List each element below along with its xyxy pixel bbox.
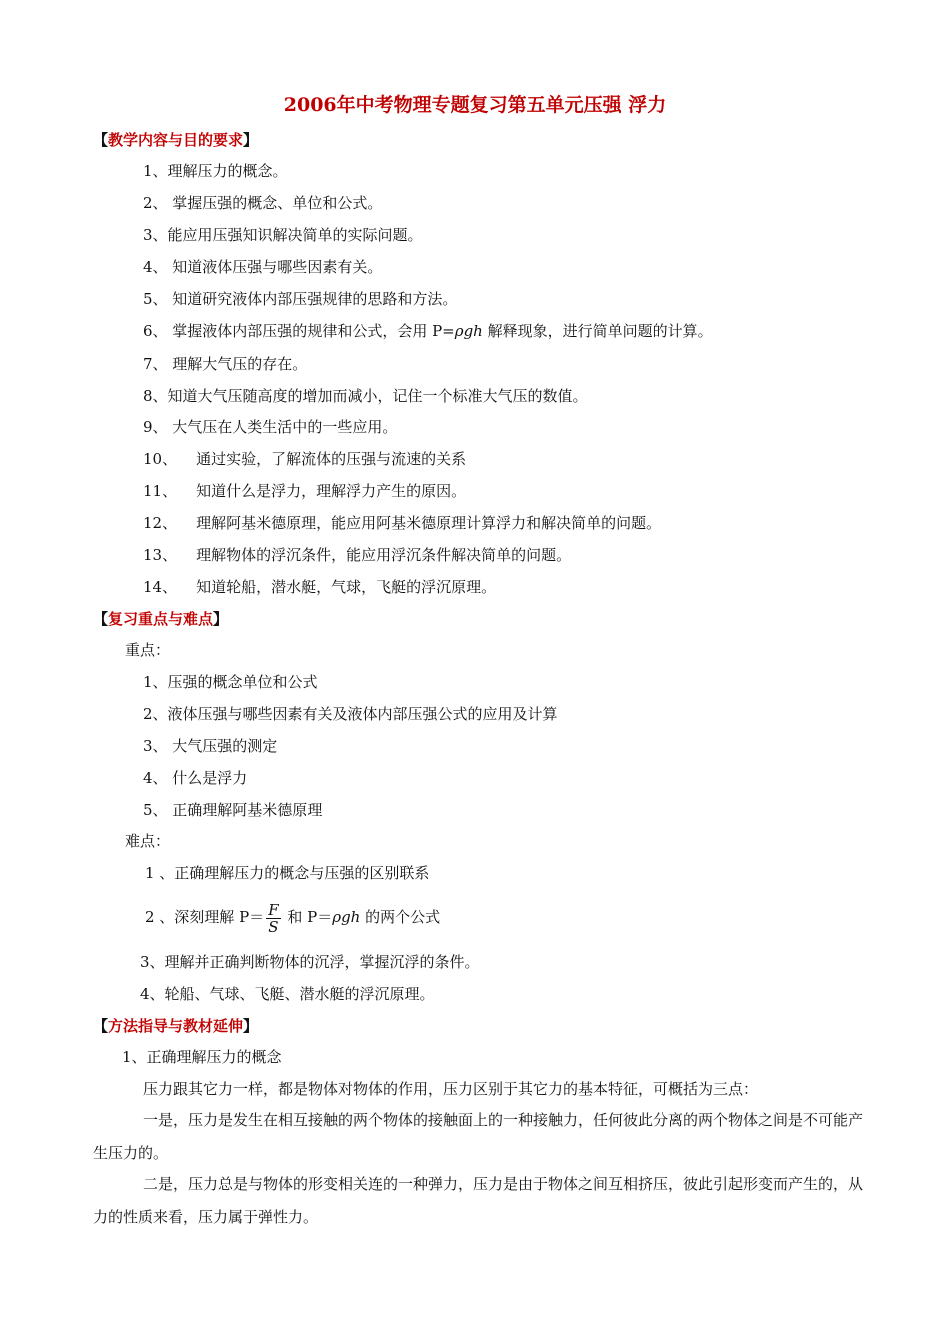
list-item: 7、 理解大气压的存在。 [143,355,308,373]
list-item: 8、知道大气压随高度的增加而减小，记住一个标准大气压的数值。 [143,387,588,405]
list-item: 1、压强的概念单位和公式 [143,673,318,691]
section-heading-objectives: 【教学内容与目的要求】 [93,131,259,149]
list-item: 5、 正确理解阿基米德原理 [143,801,323,819]
paragraph: 一是，压力是发生在相互接触的两个物体的接触面上的一种接触力，任何彼此分离的两个物体之间是不可能产生压力的。 [93,1111,864,1162]
section-heading-method: 【方法指导与教材延伸】 [93,1017,259,1035]
section-heading-key-points: 【复习重点与难点】 [93,610,229,628]
subheading-pressure-concept: 1、正确理解压力的概念 [122,1048,282,1066]
list-item: 4、 什么是浮力 [143,769,248,787]
list-item: 2、 掌握压强的概念、单位和公式。 [143,194,383,212]
paragraph: 压力跟其它力一样，都是物体对物体的作用，压力区别于其它力的基本特征，可概括为三点： [143,1080,759,1098]
list-item: 3、 大气压强的测定 [143,737,278,755]
formula-rho-g-h: ρgh [454,322,483,340]
list-item: 13、 理解物体的浮沉条件，能应用浮沉条件解决简单的问题。 [143,546,572,564]
list-item: 9、 大气压在人类生活中的一些应用。 [143,418,398,436]
list-item: 1、理解压力的概念。 [143,162,288,180]
list-item: 3、理解并正确判断物体的沉浮，掌握沉浮的条件。 [140,953,480,971]
list-item: 3、能应用压强知识解决简单的实际问题。 [143,226,423,244]
paragraph: 二是，压力总是与物体的形变相关连的一种弹力，压力是由于物体之间互相挤压，彼此引起形变而产生的，从力的性质来看，压力属于弹性力。 [93,1175,864,1226]
list-item: 10、 通过实验，了解流体的压强与流速的关系 [143,450,467,468]
list-item-formula: 6、 掌握液体内部压强的规律和公式，会用 P=ρgh 解释现象，进行简单问题的计算。 [143,322,713,340]
list-item: 12、 理解阿基米德原理，能应用阿基米德原理计算浮力和解决简单的问题。 [143,514,662,532]
list-item: 14、 知道轮船，潜水艇，气球，飞艇的浮沉原理。 [143,578,497,596]
list-item: 5、 知道研究液体内部压强规律的思路和方法。 [143,290,458,308]
difficulty-label: 难点： [125,832,171,850]
list-item: 11、 知道什么是浮力，理解浮力产生的原因。 [143,482,467,500]
list-item: 4、 知道液体压强与哪些因素有关。 [143,258,383,276]
key-points-label: 重点： [125,641,171,659]
list-item: 4、轮船、气球、飞艇、潜水艇的浮沉原理。 [140,985,435,1003]
fraction-f-over-s: $\frac{F}{S}$ [268,900,279,936]
page-title: 2006年中考物理专题复习第五单元压强 浮力 [283,94,667,116]
formula-rho-g-h: ρgh [332,908,361,926]
list-item: 2、液体压强与哪些因素有关及液体内部压强公式的应用及计算 [143,705,558,723]
list-item-formula: 2 、深刻理解 P＝ $\frac{F}{S}$ 和 P＝ρgh 的两个公式 [145,900,441,936]
list-item: 1 、正确理解压力的概念与压强的区别联系 [145,864,430,882]
